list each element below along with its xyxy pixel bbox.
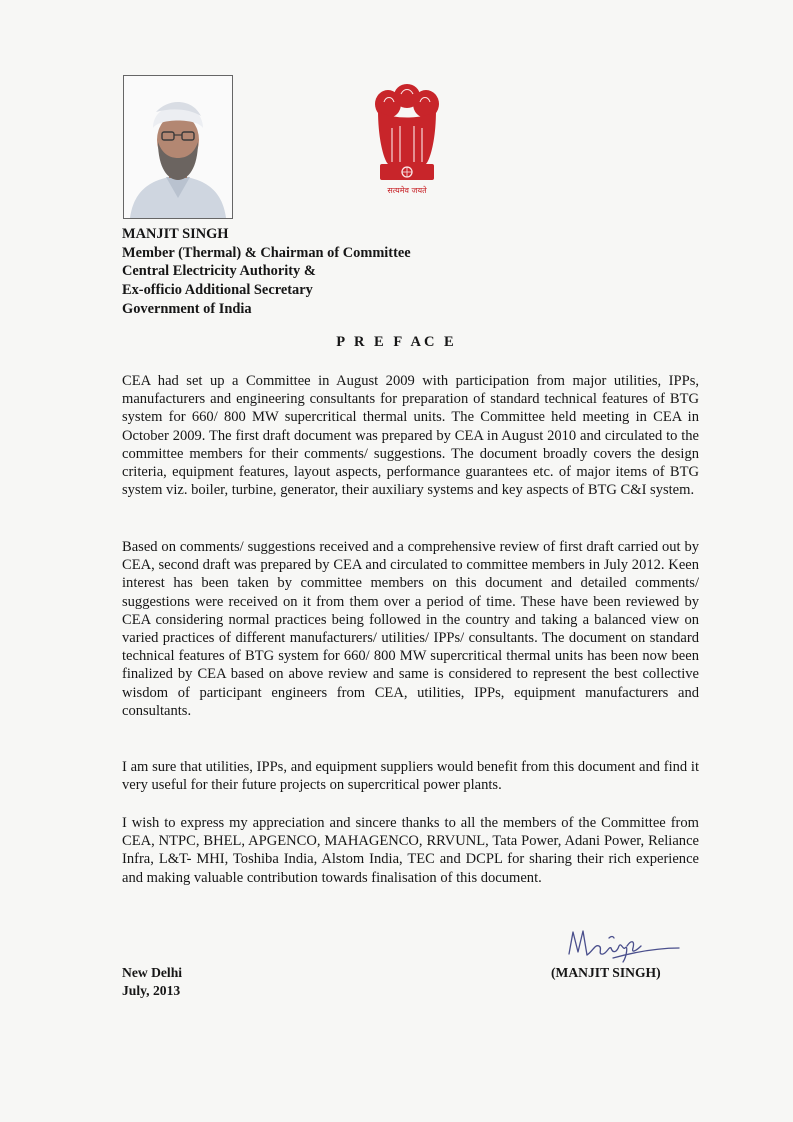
national-emblem xyxy=(370,80,444,198)
author-name: MANJIT SINGH xyxy=(122,226,229,242)
preface-paragraph: CEA had set up a Committee in August 2009 with participation from major utilities, IPPs, manufacturers and engineering consultants for preparation of standard technical features of BTG system for 660/ 800 MW supercritical thermal units. The Committee held meeting in CEA in October 2009. The first draft document was prepared by CEA in August 2010 and circulated to the committee members for their comments/ suggestions. The document broadly covers the design criteria, equipment features, layout aspects, performance guarantees etc. of major items of BTG system viz. boiler, turbine, generator, their auxiliary systems and key aspects of BTG C&I system. xyxy=(122,373,699,499)
emblem-motto: सत्यमेव जयते xyxy=(387,186,427,195)
author-designation: Member (Thermal) & Chairman of Committee xyxy=(122,244,411,261)
place-label: New Delhi xyxy=(122,965,183,980)
author-additional-post: Ex-officio Additional Secretary xyxy=(122,282,313,299)
portrait-photo xyxy=(123,75,233,219)
signature-mark xyxy=(565,928,683,968)
portrait-image xyxy=(124,76,232,218)
preface-paragraph: I am sure that utilities, IPPs, and equipment suppliers would benefit from this document and find it very useful for their future projects on supercritical power plants. xyxy=(122,759,699,794)
author-organisation: Central Electricity Authority & xyxy=(122,263,316,280)
preface-heading: P R E F AC E xyxy=(336,334,457,350)
author-government: Government of India xyxy=(122,300,252,317)
identity-block xyxy=(122,225,411,319)
place-date-block xyxy=(122,964,182,1000)
preface-paragraph: I wish to express my appreciation and sincere thanks to all the members of the Committee from CEA, NTPC, BHEL, APGENCO, MAHAGENCO, RRVUNL, Tata Power, Adani Power, Reliance Infra, L&T- MHI, Toshiba India, Alstom India, TEC and DCPL for sharing their rich experience and making valuable contribution towards finalisation of this document. xyxy=(122,815,699,886)
signature xyxy=(565,928,683,968)
preface-paragraph: Based on comments/ suggestions received and a comprehensive review of first draft carried out by CEA, second draft was prepared by CEA and circulated to committee members in July 2012. Keen interest has been taken by committee members on this document and detailed comments/ suggestions were received on it from them over a period of time. These have been reviewed by CEA considering normal practices being followed in the country and taking a balanced view on varied practices of different manufacturers/ utilities/ IPPs/ consultants. The document on standard technical features of BTG system for 660/ 800 MW supercritical thermal units has been now been finalized by CEA based on above review and same is considered to represent the best collective wisdom of participant engineers from CEA, utilities, IPPs, equipment manufacturers and consultants. xyxy=(122,539,699,719)
date-label: July, 2013 xyxy=(122,983,181,998)
emblem-icon xyxy=(370,80,444,198)
signatory-name: (MANJIT SINGH) xyxy=(551,965,661,980)
